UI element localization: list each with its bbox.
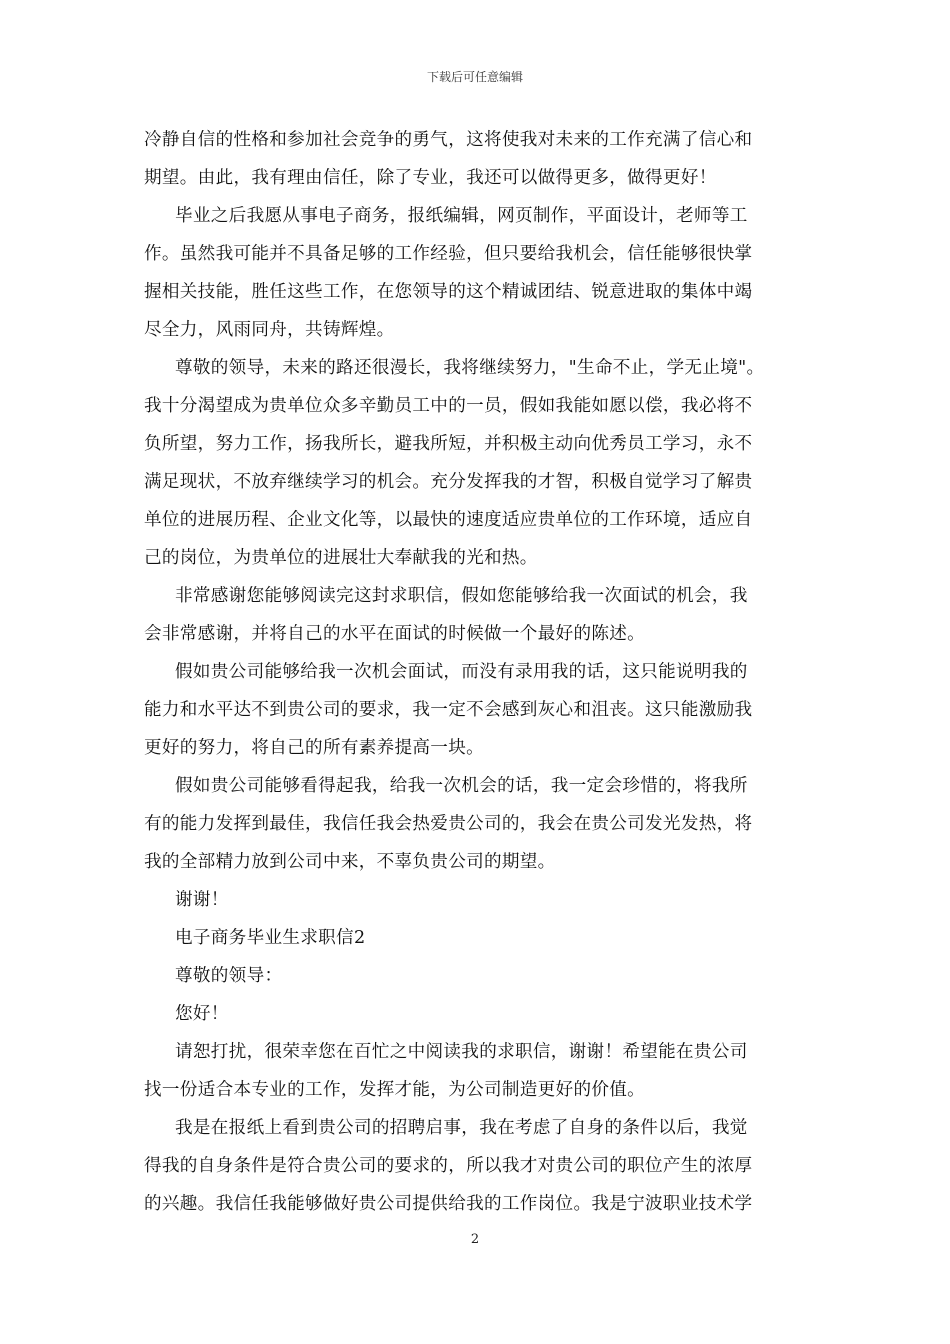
text-line: 我是在报纸上看到贵公司的招聘启事，我在考虑了自身的条件以后，我觉	[175, 1118, 748, 1138]
text-line: 谢谢！	[175, 890, 229, 910]
text-line: 握相关技能，胜任这些工作，在您领导的这个精诚团结、锐意进取的集体中竭	[144, 282, 753, 302]
text-line: 有的能力发挥到最佳，我信任我会热爱贵公司的，我会在贵公司发光发热，将	[144, 814, 753, 834]
text-line: 我十分渴望成为贵单位众多辛勤员工中的一员，假如我能如愿以偿，我必将不	[144, 396, 753, 416]
text-line: 尊敬的领导，未来的路还很漫长，我将继续努力，"生命不止，学无止境"。	[175, 358, 765, 378]
salutation: 尊敬的领导：	[175, 966, 283, 986]
page-number: 2	[470, 1232, 480, 1247]
text-line: 己的岗位，为贵单位的进展壮大奉献我的光和热。	[144, 548, 538, 568]
text-line: 冷静自信的性格和参加社会竞争的勇气，这将使我对未来的工作充满了信心和	[144, 130, 753, 150]
text-line: 期望。由此，我有理由信任，除了专业，我还可以做得更多，做得更好！	[144, 168, 717, 188]
text-line: 能力和水平达不到贵公司的要求，我一定不会感到灰心和沮丧。这只能激励我	[144, 700, 753, 720]
document-body	[144, 121, 808, 1223]
text-line: 请恕打扰，很荣幸您在百忙之中阅读我的求职信，谢谢！希望能在贵公司	[175, 1042, 748, 1062]
text-line: 找一份适合本专业的工作，发挥才能，为公司制造更好的价值。	[144, 1080, 646, 1100]
text-line: 作。虽然我可能并不具备足够的工作经验，但只要给我机会，信任能够很快掌	[144, 244, 753, 264]
text-line: 更好的努力，将自己的所有素养提高一块。	[144, 738, 484, 758]
text-line: 我的全部精力放到公司中来，不辜负贵公司的期望。	[144, 852, 556, 872]
section-title: 电子商务毕业生求职信2	[175, 928, 366, 948]
text-line: 的兴趣。我信任我能够做好贵公司提供给我的工作岗位。我是宁波职业技术学	[144, 1194, 753, 1214]
text-line: 尽全力，风雨同舟，共铸辉煌。	[144, 320, 395, 340]
text-line: 会非常感谢，并将自己的水平在面试的时候做一个最好的陈述。	[144, 624, 646, 644]
text-line: 满足现状，不放弃继续学习的机会。充分发挥我的才智，积极自觉学习了解贵	[144, 472, 753, 492]
text-line: 毕业之后我愿从事电子商务，报纸编辑，网页制作，平面设计，老师等工	[175, 206, 748, 226]
text-line: 负所望，努力工作，扬我所长，避我所短，并积极主动向优秀员工学习，永不	[144, 434, 753, 454]
text-line: 单位的进展历程、企业文化等，以最快的速度适应贵单位的工作环境，适应自	[144, 510, 753, 530]
text-line: 假如贵公司能够看得起我，给我一次机会的话，我一定会珍惜的，将我所	[175, 776, 748, 796]
greeting: 您好！	[175, 1004, 229, 1024]
text-line: 非常感谢您能够阅读完这封求职信，假如您能够给我一次面试的机会，我	[175, 586, 748, 606]
text-line: 假如贵公司能够给我一次机会面试，而没有录用我的话，这只能说明我的	[175, 662, 748, 682]
text-line: 得我的自身条件是符合贵公司的要求的，所以我才对贵公司的职位产生的浓厚	[144, 1156, 753, 1176]
page-header: 下载后可任意编辑	[426, 70, 523, 84]
